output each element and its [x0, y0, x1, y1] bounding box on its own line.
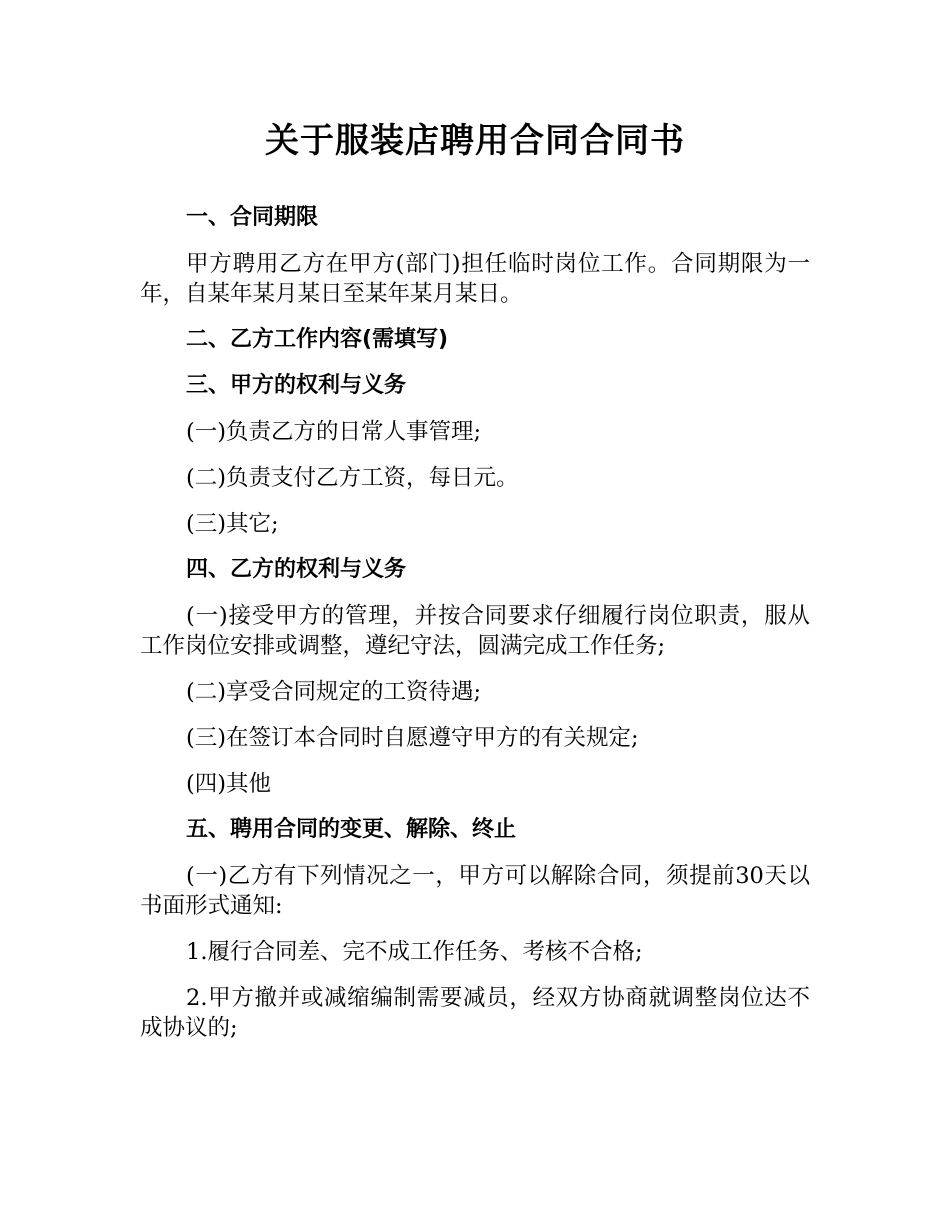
paragraph-termination-item-2: 2.甲方撤并或减缩编制需要减员，经双方协商就调整岗位达不成协议的;	[140, 985, 810, 1041]
paragraph-party-a-item-2: (二)负责支付乙方工资，每日元。	[186, 465, 519, 491]
paragraph-party-b-item-1: (一)接受甲方的管理，并按合同要求仔细履行岗位职责，服从工作岗位安排或调整，遵纪守法，圆满完成工作任务;	[140, 603, 810, 659]
section-heading-party-a-rights: 三、甲方的权利与义务	[186, 373, 407, 398]
paragraph-party-a-item-3: (三)其它;	[186, 511, 279, 537]
paragraph-term-detail: 甲方聘用乙方在甲方(部门)担任临时岗位工作。合同期限为一年，自某年某月某日至某年某月某日。	[140, 251, 810, 307]
document-title: 关于服装店聘用合同合同书	[265, 121, 685, 161]
paragraph-party-b-item-2: (二)享受合同规定的工资待遇;	[186, 679, 482, 705]
section-heading-contract-changes: 五、聘用合同的变更、解除、终止	[186, 817, 517, 842]
document-body	[140, 203, 810, 1059]
paragraph-party-b-item-4: (四)其他	[186, 771, 272, 797]
paragraph-termination-conditions: (一)乙方有下列情况之一，甲方可以解除合同，须提前30天以书面形式通知:	[140, 863, 810, 919]
section-heading-party-b-rights: 四、乙方的权利与义务	[186, 557, 407, 582]
section-heading-term: 一、合同期限	[186, 205, 319, 230]
paragraph-party-b-item-3: (三)在签订本合同时自愿遵守甲方的有关规定;	[186, 725, 639, 751]
paragraph-termination-item-1: 1.履行合同差、完不成工作任务、考核不合格;	[186, 939, 643, 965]
section-heading-work-content: 二、乙方工作内容(需填写)	[186, 327, 449, 352]
paragraph-party-a-item-1: (一)负责乙方的日常人事管理;	[186, 419, 482, 445]
